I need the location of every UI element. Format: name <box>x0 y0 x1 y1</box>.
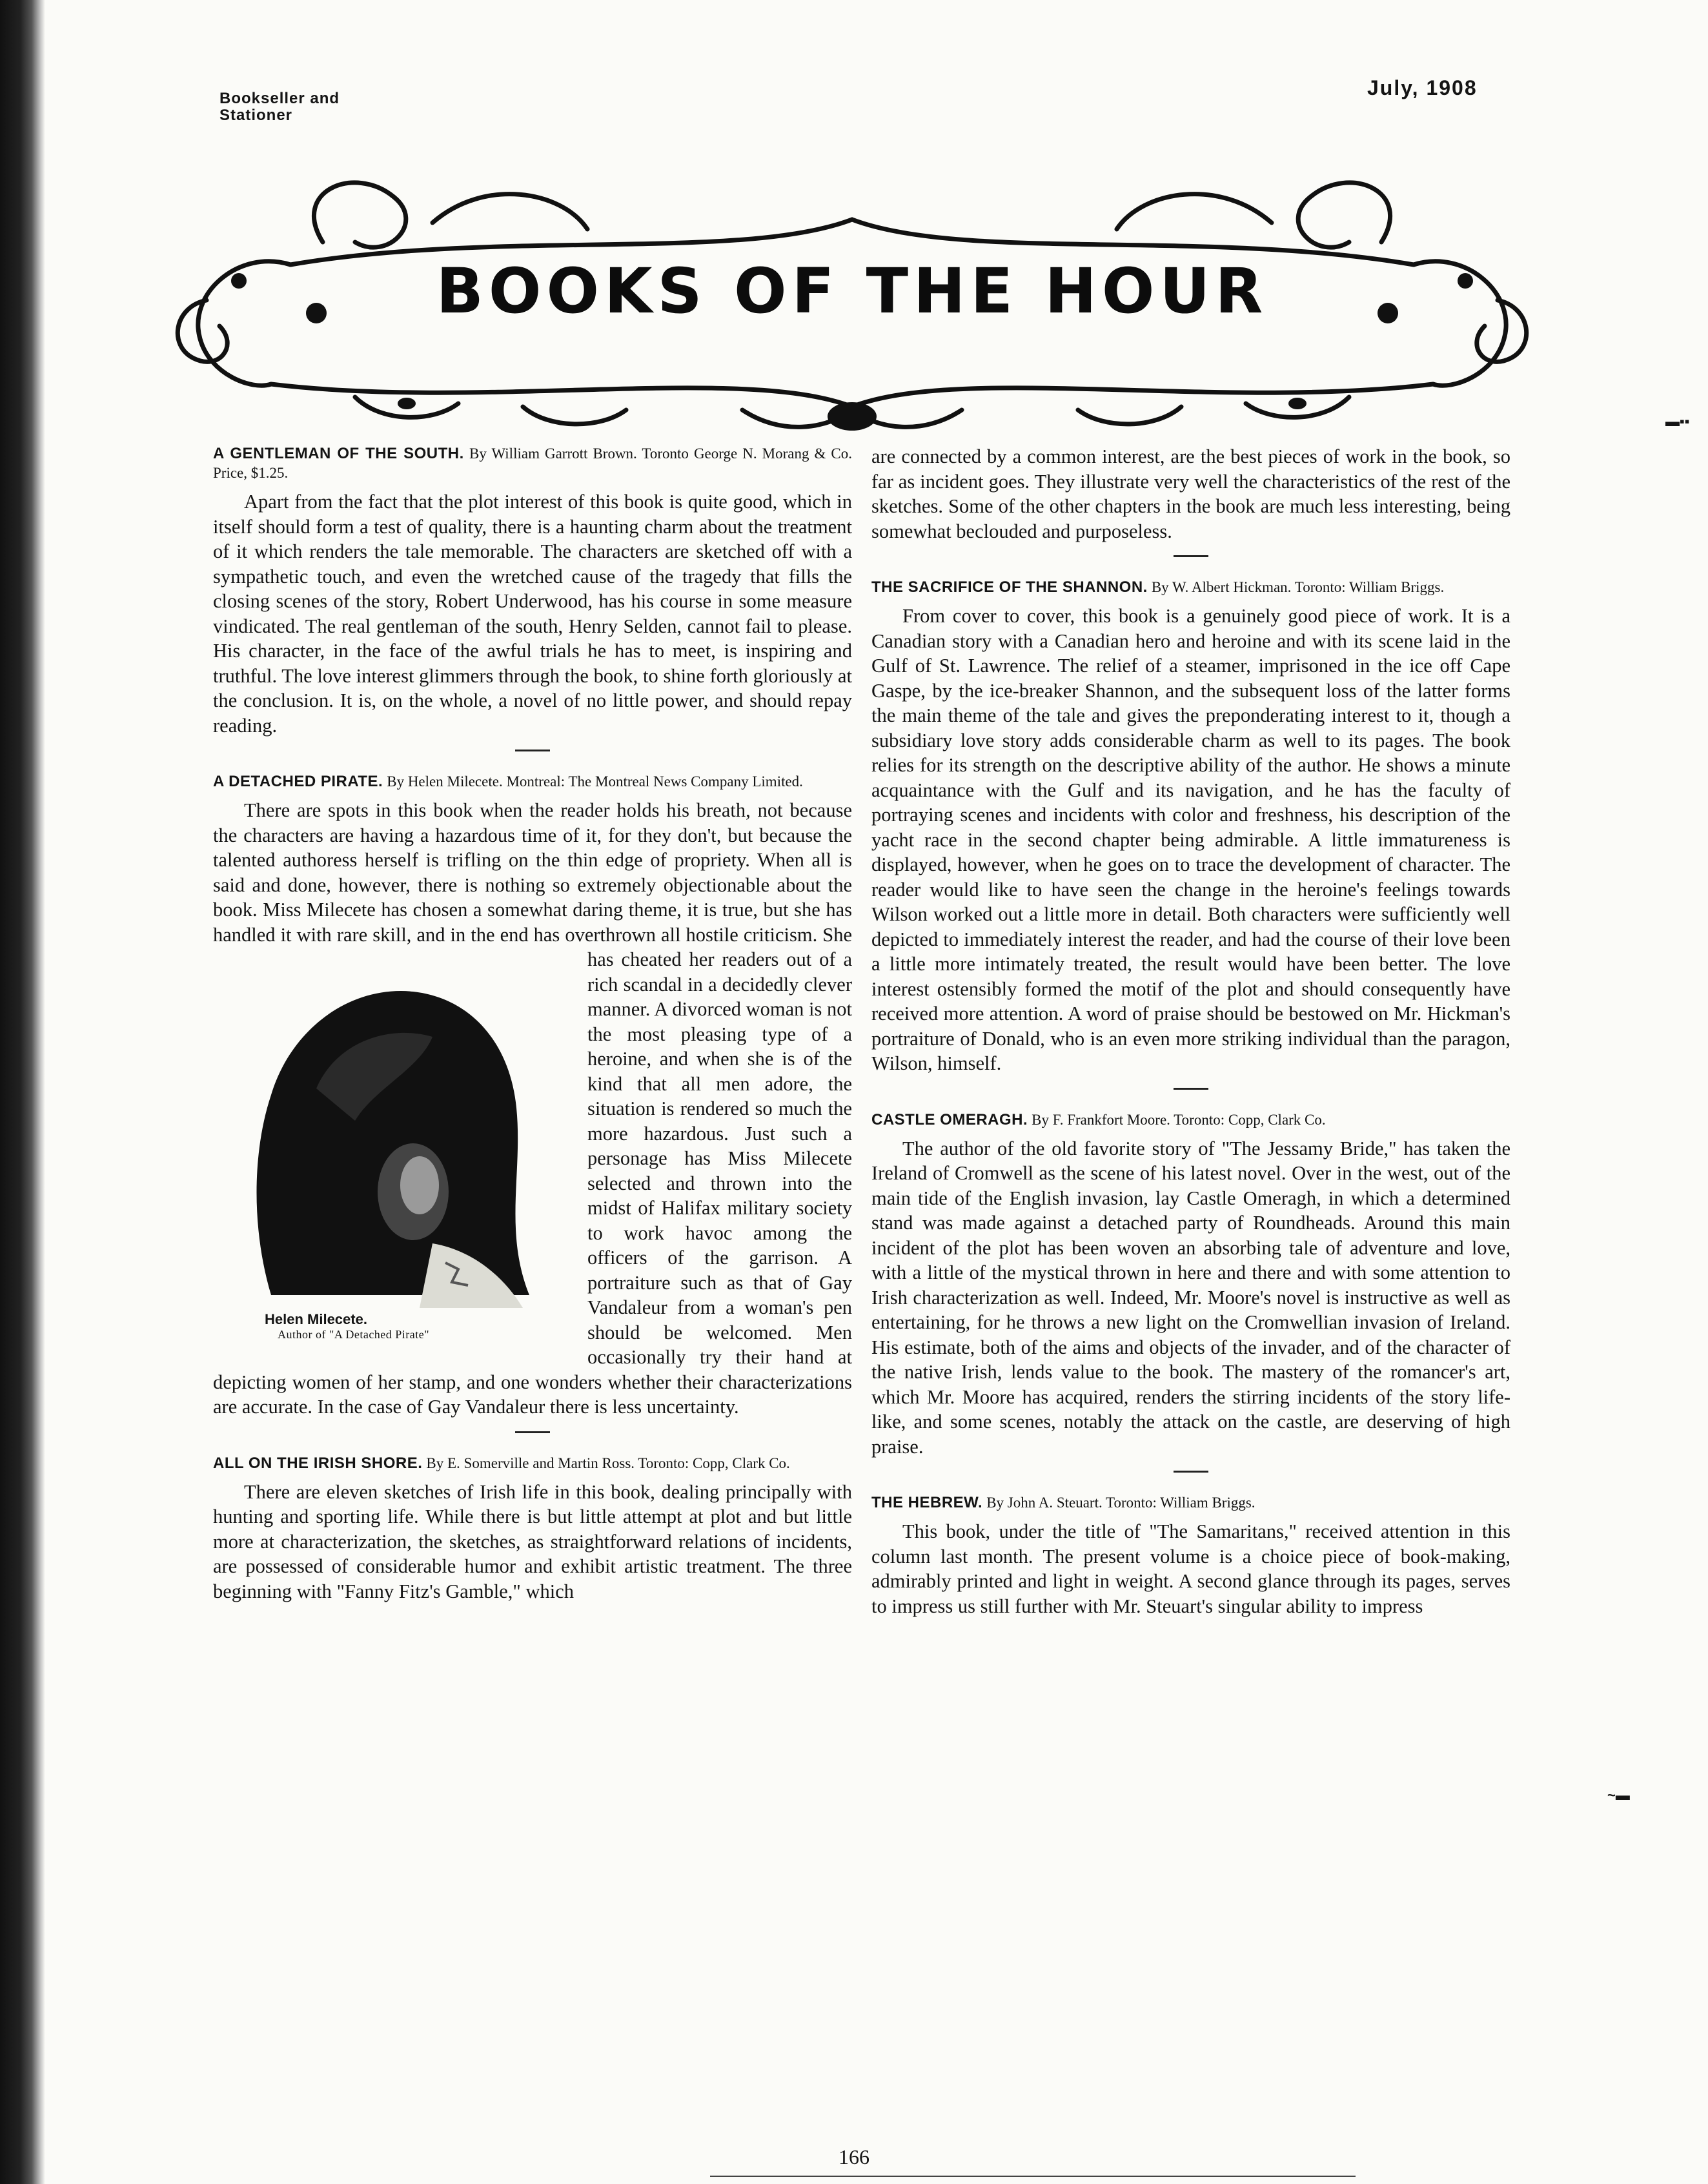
portrait-photo-icon <box>226 959 562 1308</box>
review-body <box>213 798 852 1420</box>
review-body <box>871 1136 1510 1460</box>
review-paragraph: There are spots in this book when the reader holds his breath, not because the characters are having a hazardous time of it, for they don't, but because the talented authoress herself is trifling on the thin edge of propriety. When all is said and done, however, there is nothing so extremely objectionable about the book. Miss Milecete has chosen a somewhat daring theme, it is true, but she has handled it with rare skill, and in the end has overthrown all hostile criticism. She has cheated her readers out of a rich scandal in a decidedly clever manner. A divorced woman is not the most pleasing type of a heroine, and when she is of the kind that all men adore, the situation is rendered so much the more hazardous. Just such a personage has Miss Milecete selected and thrown into the midst of Halifax military society to work havoc among the officers of the garrison. A portraiture such as that of Gay Vandaleur from a woman's pen should be welcomed. Men occasionally try their hand at depicting women of her stamp, and one wonders whether their characterizations are accurate. In the case of Gay Vandaleur there is less uncertainty. <box>213 799 852 1418</box>
book-title: THE SACRIFICE OF THE SHANNON. <box>871 578 1148 596</box>
right-column <box>871 444 1510 1618</box>
publication-name <box>219 90 340 124</box>
section-title: BOOKS OF THE HOUR <box>436 255 1268 327</box>
publication-name-line1: Bookseller and <box>219 90 340 107</box>
bottom-rule <box>710 2176 1356 2177</box>
review-heading <box>213 1454 852 1473</box>
portrait-caption-subtitle: Author of "A Detached Pirate" <box>278 1328 430 1341</box>
issue-date: July, 1908 <box>1367 76 1478 99</box>
left-column <box>213 444 852 1604</box>
review-all-on-the-irish-shore <box>213 1454 852 1604</box>
review-body <box>213 1480 852 1604</box>
review-heading <box>213 444 852 483</box>
review-body <box>871 1519 1510 1618</box>
book-title: CASTLE OMERAGH. <box>871 1110 1028 1128</box>
section-divider <box>515 1431 550 1433</box>
section-divider <box>1174 1088 1208 1090</box>
book-meta: By F. Frankfort Moore. Toronto: Copp, Clark Co. <box>1032 1111 1326 1128</box>
review-paragraph: From cover to cover, this book is a genuinely good piece of work. It is a Canadian story with a Canadian hero and heroine and with its scene laid in the Gulf of St. Lawrence. The relief of a steamer, imprisoned in the ice off Cape Gaspe, by the ice-breaker Shannon, and the subsequent loss of the latter forms the main theme of the tale and gives the preponderating interest to it, though a subsidiary love story adds considerable charm as well to its pages. The book relies for its strength on the descriptive ability of the author. He shows a minute acquaintance with the Gulf and its navigation, and he has the faculty of portraying scenes and incidents with color and freshness, his description of the yacht race in the second chapter being admirable. A little immatureness is displayed, however, when he goes on to trace the development of character. The reader would like to have seen the change in the heroine's feelings towards Wilson worked out a little more in detail. Both characters were sufficiently well depicted to immediately interest the reader, and had the course of their love been a little more intimately treated, the result would have been better. The love interest ostensibly formed the motif of the plot and should consequently have received more attention. A word of praise should be bestowed on Mr. Hickman's portraiture of Donald, who is an even more striking individual than the paragon, Wilson, himself. <box>871 605 1510 1074</box>
review-paragraph: are connected by a common interest, are the best pieces of work in the book, so far as incident goes. They illustrate very well the characteristics of the rest of the sketches. Some of the other chapters in the book are much less interesting, being somewhat beclouded and purposeless. <box>871 445 1510 542</box>
margin-mark: ▬▪▪ <box>1665 413 1690 429</box>
review-heading <box>213 772 852 791</box>
margin-mark: ~▬ <box>1607 1787 1630 1803</box>
review-body <box>213 489 852 738</box>
review-paragraph: Apart from the fact that the plot interest of this book is quite good, which in itself should form a test of quality, there is a haunting charm about the treatment of it which renders the tale memorable. The characters are sketched off with a sympathetic touch, and even the wretched cause of the tragedy that fills the closing scenes of the story, Robert Underwood, has his course in some measure vindicated. The real gentleman of the south, Henry Selden, cannot fail to please. His character, in the face of the awful trials he has to meet, is inspiring and truthful. The love interest glimmers through the book, to shine forth gloriously at the conclusion. It is, on the whole, a novel of no little power, and should repay reading. <box>213 491 852 737</box>
section-divider <box>515 750 550 751</box>
review-heading <box>871 578 1510 597</box>
review-heading <box>871 1110 1510 1130</box>
book-meta: By John A. Steuart. Toronto: William Briggs. <box>986 1495 1256 1511</box>
page-number: 166 <box>839 2145 869 2169</box>
review-body <box>871 444 1510 544</box>
review-heading <box>871 1493 1510 1513</box>
book-title: A GENTLEMAN OF THE SOUTH. <box>213 445 464 462</box>
review-paragraph: There are eleven sketches of Irish life in this book, dealing principally with hunting and sporting life. While there is but little attempt at plot and but little more at characterization, the sketches, as straightforward relations of incidents, are possessed of considerable humor and exhibit artistic treatment. The three beginning with "Fanny Fitz's Gamble," which <box>213 1480 852 1602</box>
review-the-hebrew <box>871 1493 1510 1618</box>
book-meta: By William Garrott Brown. Toronto George N. Morang & Co. Price, $1.25. <box>213 445 853 481</box>
review-sacrifice-of-the-shannon <box>871 578 1510 1090</box>
section-divider <box>1174 1471 1208 1473</box>
review-gentleman-of-the-south <box>213 444 852 751</box>
review-paragraph: This book, under the title of "The Samaritans," received attention in this column last month. The present volume is a choice piece of book-making, admirably printed and light in weight. A second glance through its pages, serves to impress us still further with Mr. Steuart's singular ability to impress <box>871 1520 1510 1617</box>
portrait-caption-name: Helen Milecete. <box>265 1311 367 1327</box>
decorative-banner <box>161 152 1543 442</box>
scan-binding-shadow <box>0 0 45 2184</box>
book-title: ALL ON THE IRISH SHORE. <box>213 1454 423 1472</box>
review-detached-pirate <box>213 772 852 1433</box>
book-title: THE HEBREW. <box>871 1494 983 1511</box>
book-meta: By Helen Milecete. Montreal: The Montreal News Company Limited. <box>387 773 803 790</box>
review-irish-shore-continued <box>871 444 1510 557</box>
portrait-image <box>226 959 562 1308</box>
review-body <box>871 604 1510 1076</box>
book-meta: By W. Albert Hickman. Toronto: William Briggs. <box>1151 579 1445 595</box>
author-portrait <box>213 959 574 1342</box>
review-paragraph: The author of the old favorite story of "The Jessamy Bride," has taken the Ireland of Cromwell as the scene of his latest novel. Over in the west, out of the main tide of the English invasion, lay Castle Omeragh, in which a determined stand was made against a detached party of Roundheads. Around this main incident of the plot has been woven an absorbing tale of adventure and love, with a little of the mystical thrown in here and there and with some attention to Irish characterization as well. Indeed, Mr. Moore's novel is instructive as well as entertaining, for he throws a new light on the Cromwellian invasion of Ireland. His estimate, both of the aims and objects of the invader, and of the character of the native Irish, lends value to the book. The mastery of the romancer's art, which Mr. Moore has acquired, renders the stirring incidents of the story life-like, and some scenes, notably the attack on the castle, are deserving of high praise. <box>871 1137 1510 1458</box>
book-meta: By E. Somerville and Martin Ross. Toronto: Copp, Clark Co. <box>426 1454 790 1471</box>
book-title: A DETACHED PIRATE. <box>213 773 383 790</box>
section-divider <box>1174 555 1208 557</box>
review-castle-omeragh <box>871 1110 1510 1473</box>
publication-name-line2: Stationer <box>219 107 293 124</box>
